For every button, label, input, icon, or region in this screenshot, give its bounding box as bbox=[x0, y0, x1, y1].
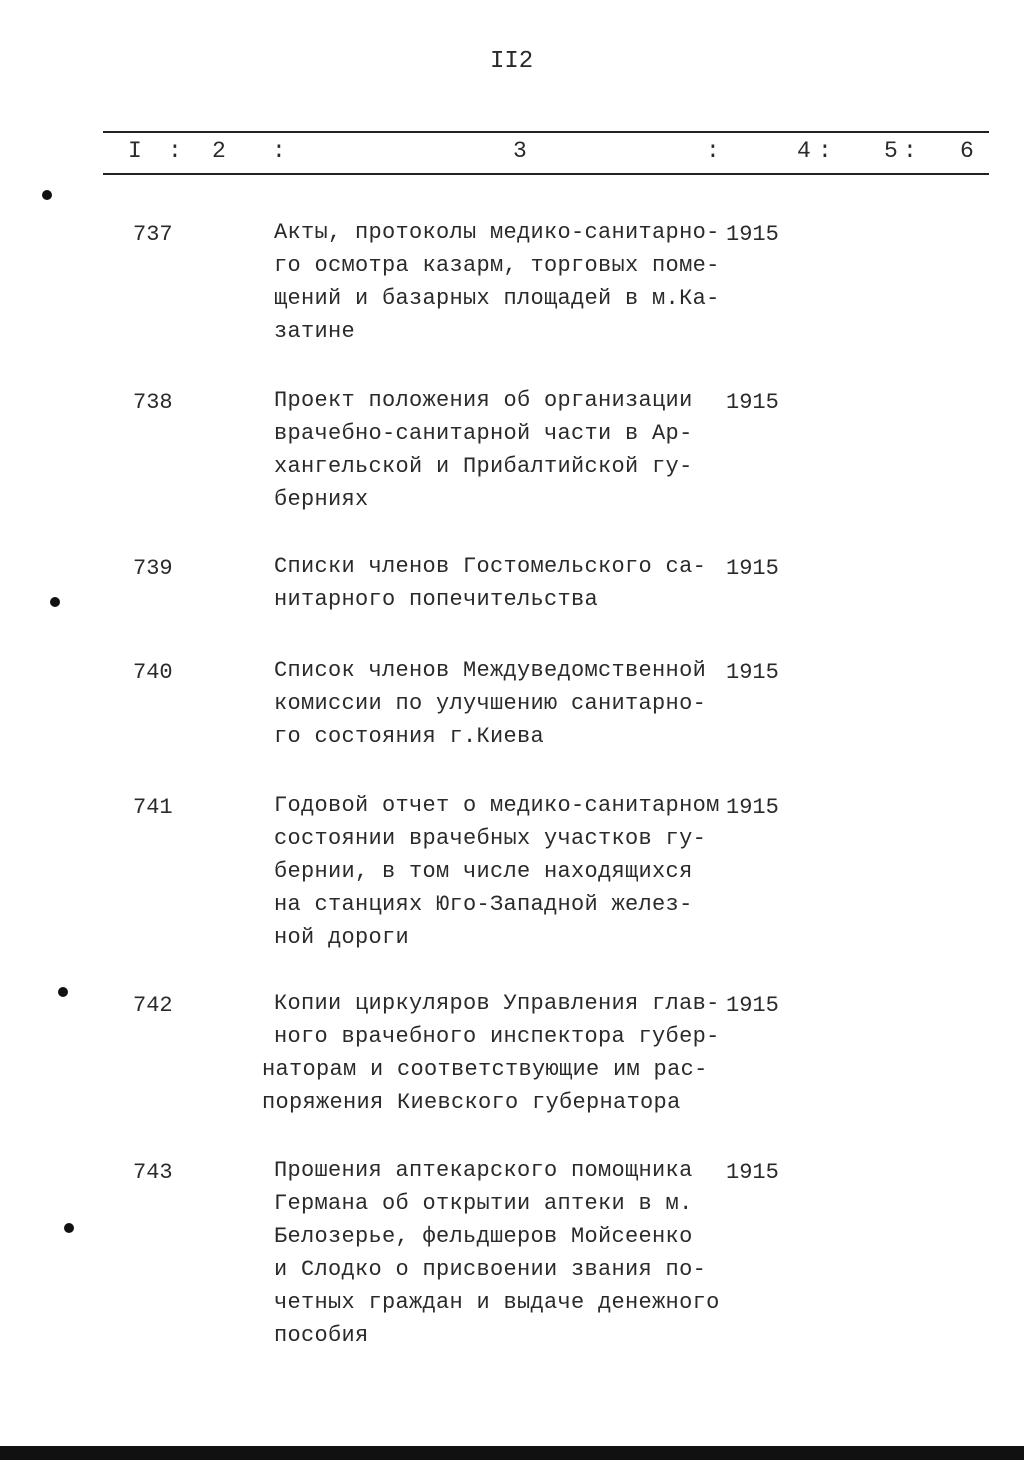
entry-title-line: четных граждан и выдаче денежного bbox=[274, 1290, 720, 1315]
entry-title-line: нитарного попечительства bbox=[274, 587, 599, 612]
entry-title-line: Белозерье, фельдшеров Мойсеенко bbox=[274, 1224, 693, 1249]
entry-title-line: хангельской и Прибалтийской гу- bbox=[274, 454, 693, 479]
header-bottom-rule bbox=[103, 173, 989, 175]
entry-title-line: и Слодко о присвоении звания по- bbox=[274, 1257, 707, 1282]
entry-title-line: на станциях Юго-Западной желез- bbox=[274, 892, 693, 917]
margin-mark bbox=[50, 597, 60, 607]
entry-title-line: комиссии по улучшению санитарно- bbox=[274, 691, 707, 716]
entry-number: 742 bbox=[133, 993, 173, 1018]
column-header-4: 4 bbox=[797, 138, 811, 164]
margin-mark bbox=[64, 1223, 74, 1233]
column-separator: : bbox=[706, 138, 720, 164]
entry-year: 1915 bbox=[726, 993, 779, 1018]
header-top-rule bbox=[103, 131, 989, 133]
column-separator: : bbox=[272, 138, 286, 164]
entry-year: 1915 bbox=[726, 390, 779, 415]
column-separator: : bbox=[168, 138, 182, 164]
entry-number: 740 bbox=[133, 660, 173, 685]
entry-title-line: пособия bbox=[274, 1323, 369, 1348]
entry-year: 1915 bbox=[726, 1160, 779, 1185]
entry-title-line: Список членов Междуведомственной bbox=[274, 658, 707, 683]
entry-title-line: Прошения аптекарского помощника bbox=[274, 1158, 693, 1183]
column-header-5: 5 bbox=[884, 138, 898, 164]
entry-title-line: ного врачебного инспектора губер- bbox=[274, 1024, 720, 1049]
entry-year: 1915 bbox=[726, 660, 779, 685]
column-header-6: 6 bbox=[960, 138, 974, 164]
entry-number: 743 bbox=[133, 1160, 173, 1185]
entry-title-line: берниях bbox=[274, 487, 369, 512]
entry-title-line: ной дороги bbox=[274, 925, 410, 950]
entry-title-line: Германа об открытии аптеки в м. bbox=[274, 1191, 693, 1216]
entry-title-line: Проект положения об организации bbox=[274, 388, 693, 413]
entry-title-line: Списки членов Гостомельского са- bbox=[274, 554, 707, 579]
entry-title-line: щений и базарных площадей в м.Ка- bbox=[274, 286, 720, 311]
entry-title-line: го состояния г.Киева bbox=[274, 724, 545, 749]
entry-year: 1915 bbox=[726, 222, 779, 247]
entry-title-line: бернии, в том числе находящихся bbox=[274, 859, 693, 884]
entry-title-line: го осмотра казарм, торговых поме- bbox=[274, 253, 720, 278]
column-separator: : bbox=[903, 138, 917, 164]
entry-number: 738 bbox=[133, 390, 173, 415]
entry-title-line: наторам и соответствующие им рас- bbox=[262, 1057, 708, 1082]
entry-number: 737 bbox=[133, 222, 173, 247]
column-header-3: 3 bbox=[513, 138, 527, 164]
entry-year: 1915 bbox=[726, 556, 779, 581]
column-separator: : bbox=[818, 138, 832, 164]
entry-title-line: врачебно-санитарной части в Ар- bbox=[274, 421, 693, 446]
scan-bottom-edge bbox=[0, 1446, 1024, 1460]
column-header-2: 2 bbox=[212, 138, 226, 164]
entry-title-line: Копии циркуляров Управления глав- bbox=[274, 991, 720, 1016]
margin-mark bbox=[58, 987, 68, 997]
entry-title-line: Акты, протоколы медико-санитарно- bbox=[274, 220, 720, 245]
entry-year: 1915 bbox=[726, 795, 779, 820]
entry-title-line: затине bbox=[274, 319, 356, 344]
entry-title-line: поряжения Киевского губернатора bbox=[262, 1090, 681, 1115]
entry-number: 741 bbox=[133, 795, 173, 820]
entry-title-line: состоянии врачебных участков гу- bbox=[274, 826, 707, 851]
entry-title-line: Годовой отчет о медико-санитарном bbox=[274, 793, 720, 818]
page-number: II2 bbox=[490, 48, 534, 75]
column-header-1: I bbox=[128, 138, 142, 164]
entry-number: 739 bbox=[133, 556, 173, 581]
margin-mark bbox=[42, 190, 52, 200]
